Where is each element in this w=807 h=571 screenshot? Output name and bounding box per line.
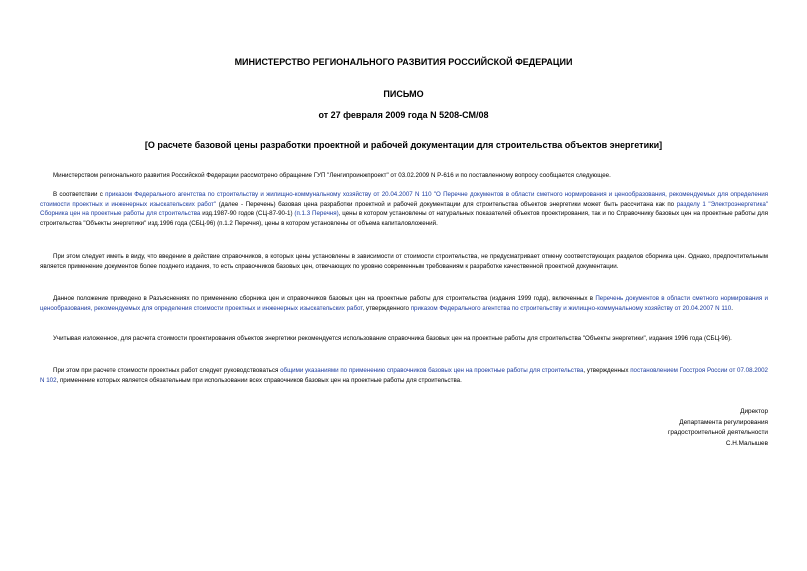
paragraph-text: При этом следует иметь в виду, что введение в действие справочников, в которых цены установлены в зависимости от стоимости строительства, не предусматривает отмену соответствующих разделов сборника цен. Однако, предпочтительным является применение документов более позднего издания, то есть справочников базовых цен, отвечающих по уровню современным требованиям к разработке качественной проектной документации.: [40, 253, 768, 270]
paragraph-text: , цены в котором установлены от натуральных показателей объектов проектирования, так и по Справочнику базовых цен на проектные работы для строительства "Объекты энергетики" изд.1996 года (СБЦ-96) (п.1.2 Перечня), цены в котором установлены от объема капиталовложений.: [40, 210, 769, 227]
paragraph-note: [40, 252, 768, 271]
ministry-heading: МИНИСТЕРСТВО РЕГИОНАЛЬНОГО РАЗВИТИЯ РОССИЙСКОЙ ФЕДЕРАЦИИ: [234, 57, 573, 67]
signer-name: С.Н.Малышев: [725, 440, 768, 448]
paragraph-text: .: [731, 304, 733, 312]
paragraph-guidance: [40, 366, 768, 385]
paragraph-text: изд.1987-90 годов (СЦ-87-90-1): [200, 210, 295, 218]
paragraph-text: При этом при расчете стоимости проектных работ следует руководствоваться: [53, 367, 281, 374]
paragraph-text: Учитывая изложенное, для расчета стоимости проектирования объектов энергетики рекомендуется использование справочника базовых цен на проектные работы для строительства "Объекты энергетики", издания 1996 года (СБЦ-96).: [53, 335, 732, 342]
subject-heading: [О расчете базовой цены разработки проектной и рабочей документации для строительства объектов энергетики]: [144, 140, 663, 150]
signature-block: [668, 407, 768, 450]
paragraph-text: В соответствии с: [53, 191, 106, 198]
paragraph-clarification: [40, 294, 768, 313]
paragraph-text: Министерством регионального развития Российской Федерации рассмотрено обращение ГУП "Ленгипроинжпроект" от 03.02.2009 N Р-616 и по поставленному вопросу сообщается следующее.: [53, 172, 611, 179]
link-order-110-approval[interactable]: приказом Федерального агентства по строительству и жилищно-коммунальному хозяйству от 20.04.2007 N 110: [410, 304, 732, 312]
paragraph-request: [40, 171, 768, 181]
link-gosstroy-resolution-102[interactable]: постановлением Госстроя России от 07.08.2002 N 102: [40, 367, 768, 384]
link-general-instructions[interactable]: общими указаниями по применению справочников базовых цен на проектные работы для строительства: [280, 367, 584, 374]
link-section-1-electroenergetics[interactable]: разделу 1 "Электроэнергетика" Сборника цен на проектные работы для строительства: [40, 200, 768, 218]
paragraph-text: , применение которых является обязательным при использовании всех справочников базовых цен на проектные работы для строительства.: [56, 376, 462, 384]
paragraph-recommendation: [40, 334, 768, 344]
paragraph-text: (далее - Перечень) базовая цена разработки проектной и рабочей документации для строительства объектов энергетики может быть рассчитана как по: [216, 200, 677, 208]
paragraph-regulation: [40, 190, 768, 228]
paragraph-text: , утвержденного: [362, 304, 411, 312]
paragraph-text: Данное положение приведено в Разъяснениях по применению сборника цен и справочников базовых цен на проектные работы для строительства (издания 1999 года), включенных в: [53, 295, 596, 302]
signer-position: Директор: [740, 408, 768, 415]
signer-department-line-1: Департамента регулирования: [679, 418, 768, 426]
link-order-110[interactable]: приказом Федерального агентства по строительству и жилищно-коммунальному хозяйству от 20.04.2007 N 110 "О Перечне документов в области сметного нормирования и ценообразования, рекомендуемых для определения стоимости проектных и инженерных изыскательских работ": [40, 191, 768, 208]
signer-department-line-2: градостроительной деятельности: [668, 429, 768, 437]
document-type-heading: ПИСЬМО: [383, 89, 424, 99]
link-list-item-1-3[interactable]: (п.1.3 Перечня): [294, 210, 339, 218]
paragraph-text: , утвержденных: [583, 367, 631, 374]
link-document-list[interactable]: Перечень документов в области сметного нормирования и ценообразования, рекомендуемых для определения стоимости проектных и инженерных изыскательских работ: [40, 295, 769, 312]
date-number-heading: от 27 февраля 2009 года N 5208-СМ/08: [318, 110, 489, 120]
